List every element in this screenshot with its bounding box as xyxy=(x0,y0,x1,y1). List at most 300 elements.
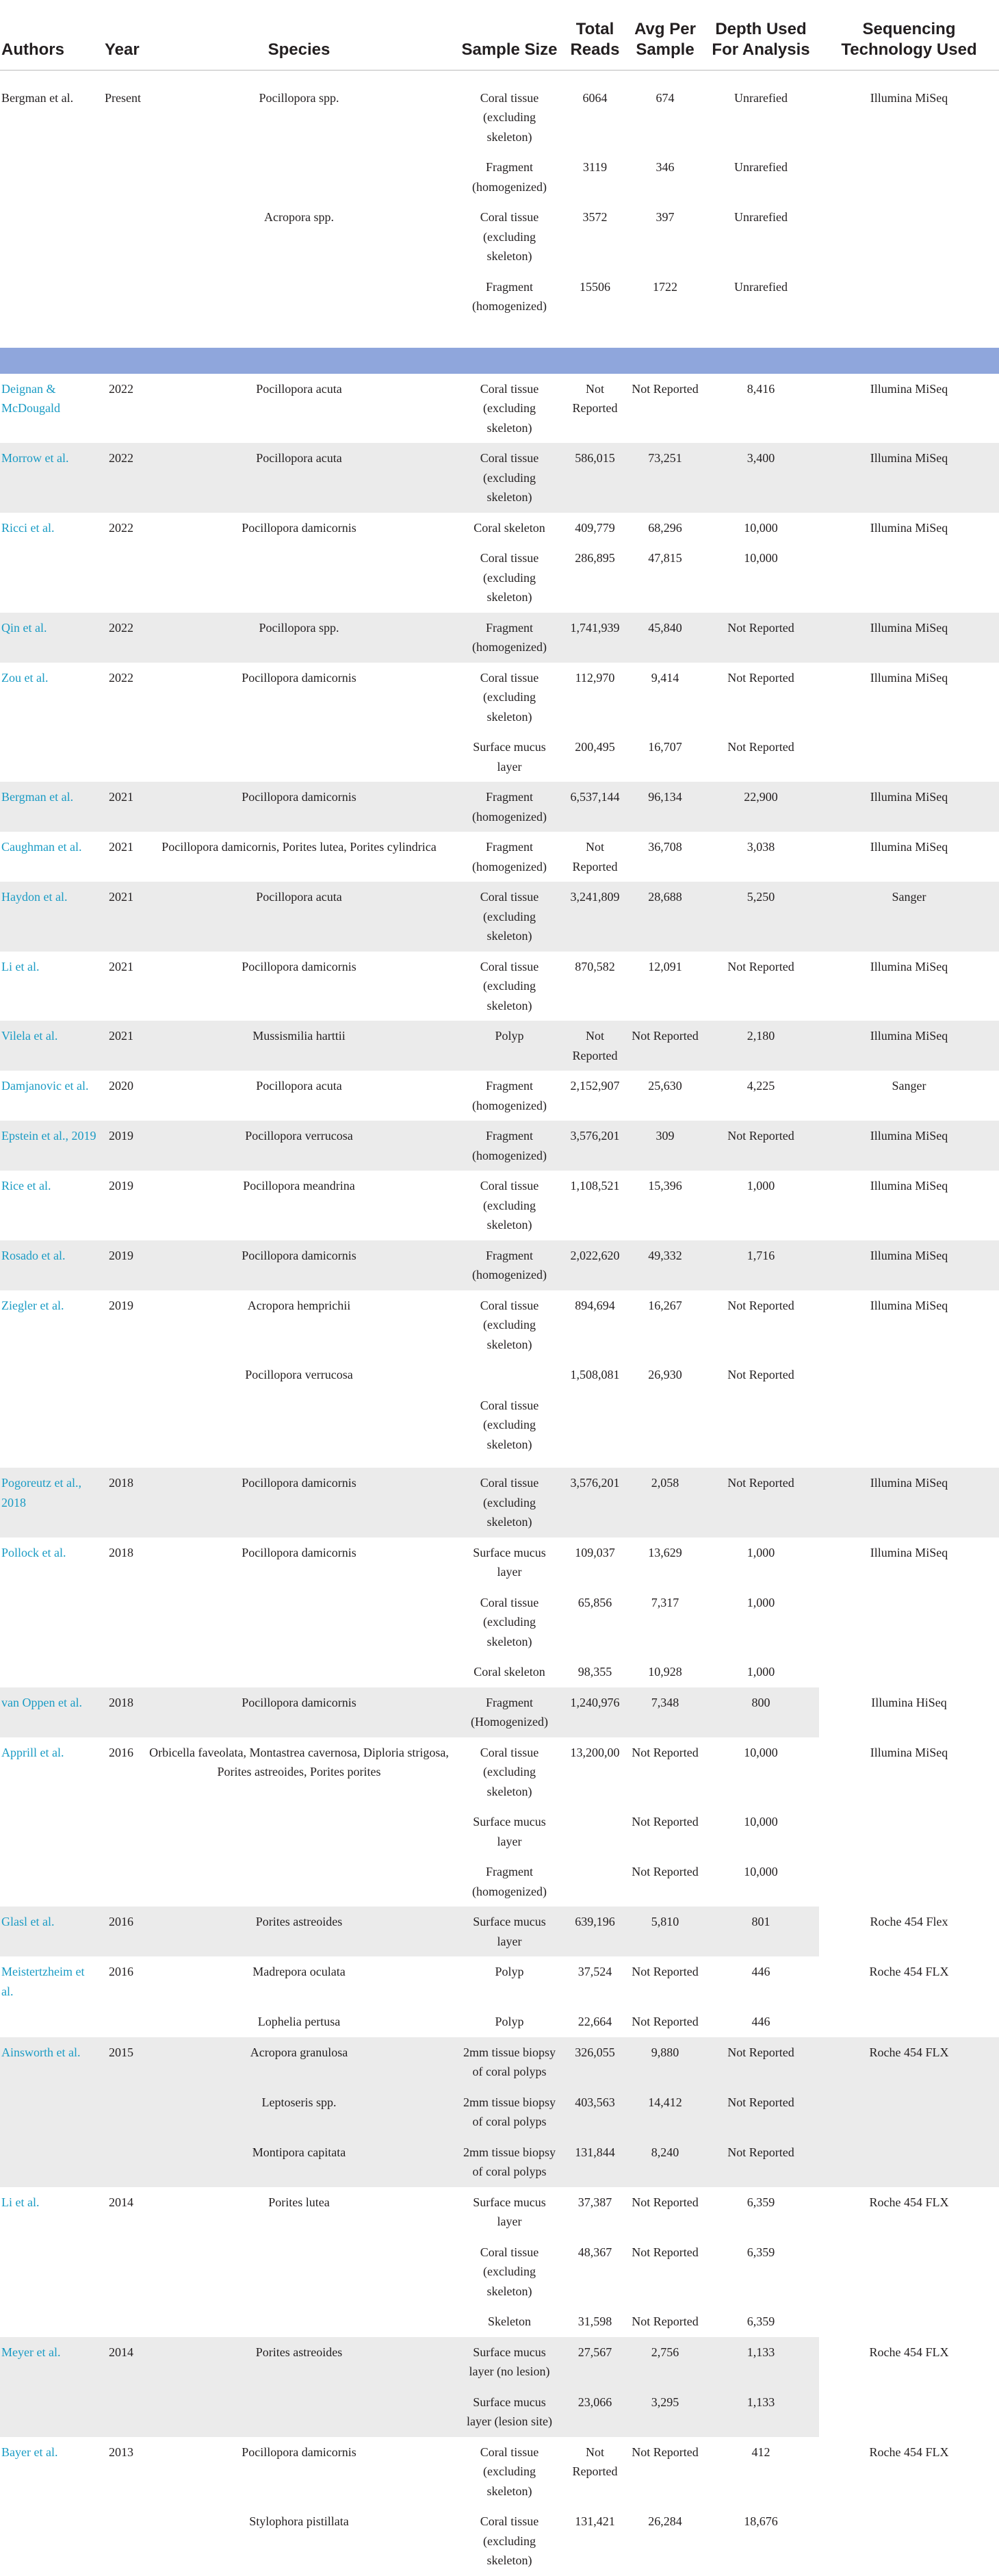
cell-species xyxy=(142,2387,456,2437)
cell-total-reads xyxy=(562,1857,627,1907)
cell-tech xyxy=(819,1390,999,1468)
cell-author[interactable]: Morrow et al. xyxy=(0,443,101,513)
cell-depth: 18,676 xyxy=(744,2514,778,2528)
cell-year: 2016 xyxy=(109,1745,133,1759)
table-row xyxy=(0,1737,999,1807)
cell-depth: 6,359 xyxy=(747,2245,775,2259)
cell-year: 2014 xyxy=(101,2337,142,2387)
cell-year xyxy=(101,2387,142,2437)
cell-sample-size: Fragment (homogenized) xyxy=(472,840,547,873)
cell-tech xyxy=(819,152,999,202)
cell-total-reads: 3119 xyxy=(582,160,608,174)
table-row xyxy=(0,70,999,152)
cell-species: Pocillopora verrucosa xyxy=(142,1121,456,1171)
cell-tech: Illumina MiSeq xyxy=(870,1298,948,1312)
cell-avg-per-sample: 2,058 xyxy=(627,1468,703,1538)
cell-year: 2018 xyxy=(101,1468,142,1538)
cell-total-reads: 326,055 xyxy=(562,2037,627,2087)
cell-avg-per-sample: 2,756 xyxy=(627,2337,703,2387)
cell-year: 2019 xyxy=(101,1121,142,1171)
table-row xyxy=(0,952,999,1021)
cell-total-reads xyxy=(562,1807,627,1857)
cell-avg-per-sample: 16,707 xyxy=(648,740,682,754)
cell-author xyxy=(0,2306,101,2337)
cell-species: Pocillopora damicornis xyxy=(242,1545,356,1559)
cell-sample-size xyxy=(456,1360,562,1390)
cell-avg-per-sample: 8,240 xyxy=(627,2137,703,2187)
cell-tech: Illumina MiSeq xyxy=(870,90,948,105)
table-row xyxy=(0,782,999,832)
table-row xyxy=(0,2387,999,2437)
cell-avg-per-sample: 9,414 xyxy=(651,670,679,685)
cell-total-reads: 131,421 xyxy=(575,2514,615,2528)
cell-total-reads: 15506 xyxy=(580,279,610,294)
cell-total-reads: Not Reported xyxy=(572,840,618,873)
cell-depth: Unrarefied xyxy=(734,90,788,105)
cell-avg-per-sample: 26,930 xyxy=(648,1368,682,1381)
cell-author[interactable]: Rosado et al. xyxy=(0,1240,101,1290)
cell-year: 2022 xyxy=(101,613,142,663)
cell-tech xyxy=(819,1657,999,1687)
cell-depth: Not Reported xyxy=(727,670,794,685)
cell-avg-per-sample: 12,091 xyxy=(648,959,682,973)
cell-tech xyxy=(819,732,999,782)
cell-species xyxy=(142,2306,456,2337)
cell-species: Acropora granulosa xyxy=(142,2037,456,2087)
cell-tech: Roche 454 FLX xyxy=(869,2445,949,2459)
cell-author[interactable]: Epstein et al., 2019 xyxy=(0,1121,101,1171)
cell-depth: 10,000 xyxy=(744,1745,778,1759)
table-row xyxy=(0,2187,999,2237)
cell-sample-size: Coral tissue (excluding skeleton) xyxy=(480,670,539,724)
cell-tech: Illumina MiSeq xyxy=(819,1468,999,1538)
cell-depth: 10,000 xyxy=(744,520,778,535)
cell-tech: Illumina MiSeq xyxy=(870,1745,948,1759)
cell-year xyxy=(101,2087,142,2137)
cell-author[interactable]: Glasl et al. xyxy=(0,1907,101,1956)
cell-year: 2022 xyxy=(109,670,133,685)
table-row xyxy=(0,1687,999,1737)
cell-tech xyxy=(819,2237,999,2307)
cell-species: Pocillopora damicornis, Porites lutea, Porites cylindrica xyxy=(161,840,437,854)
cell-sample-size: Surface mucus layer xyxy=(473,1815,546,1848)
table-row xyxy=(0,882,999,952)
cell-avg-per-sample: 9,880 xyxy=(627,2037,703,2087)
cell-avg-per-sample: 7,317 xyxy=(651,1595,679,1609)
cell-depth: 22,900 xyxy=(703,782,819,832)
cell-sample-size: Coral skeleton xyxy=(473,520,545,535)
cell-depth: Not Reported xyxy=(703,1468,819,1538)
cell-tech: Illumina MiSeq xyxy=(819,1240,999,1290)
cell-author[interactable]: Qin et al. xyxy=(0,613,101,663)
table-row xyxy=(0,2437,999,2507)
table-row xyxy=(0,1171,999,1240)
cell-tech xyxy=(819,2137,999,2187)
cell-year: 2022 xyxy=(109,520,133,535)
table-row xyxy=(0,1121,999,1171)
cell-species: Pocillopora damicornis xyxy=(242,959,356,973)
cell-sample-size: Coral tissue (excluding skeleton) xyxy=(480,2445,539,2498)
cell-sample-size: Coral tissue (excluding skeleton) xyxy=(480,551,539,604)
table-row xyxy=(0,1290,999,1360)
cell-author xyxy=(0,2506,101,2576)
cell-tech: Illumina MiSeq xyxy=(870,520,948,535)
cell-author[interactable]: Damjanovic et al. xyxy=(1,1079,89,1093)
cell-avg-per-sample: 16,267 xyxy=(648,1298,682,1312)
cell-avg-per-sample: Not Reported xyxy=(632,2195,699,2209)
cell-tech: Roche 454 FLX xyxy=(819,2037,999,2087)
table-row xyxy=(0,202,999,272)
cell-year xyxy=(101,1587,142,1657)
cell-author xyxy=(0,202,101,272)
cell-tech: Sanger xyxy=(819,882,999,952)
cell-depth: 10,000 xyxy=(744,1815,778,1828)
cell-total-reads: 31,598 xyxy=(578,2314,612,2328)
cell-author xyxy=(0,2137,101,2187)
cell-species xyxy=(142,272,456,348)
cell-sample-size: Fragment (Homogenized) xyxy=(456,1687,562,1737)
cell-total-reads: 1,741,939 xyxy=(562,613,627,663)
cell-tech xyxy=(819,1807,999,1857)
cell-tech: Roche 454 Flex xyxy=(819,1907,999,1956)
table-row xyxy=(0,1907,999,1956)
cell-year xyxy=(101,152,142,202)
table-row xyxy=(0,374,999,444)
cell-avg-per-sample xyxy=(627,1390,703,1468)
cell-author xyxy=(0,2006,101,2037)
cell-year: 2015 xyxy=(101,2037,142,2087)
table-row xyxy=(0,2337,999,2387)
cell-year: 2019 xyxy=(109,1298,133,1312)
cell-sample-size: Coral tissue (excluding skeleton) xyxy=(456,443,562,513)
cell-sample-size: Coral tissue (excluding skeleton) xyxy=(480,1595,539,1648)
table-row xyxy=(0,832,999,882)
cell-sample-size: Fragment (homogenized) xyxy=(456,1240,562,1290)
cell-depth: 1,000 xyxy=(747,1179,775,1193)
cell-author[interactable]: Pogoreutz et al., 2018 xyxy=(0,1468,101,1538)
cell-depth: 1,133 xyxy=(703,2337,819,2387)
cell-author[interactable]: Rice et al. xyxy=(1,1179,51,1193)
cell-total-reads: 3572 xyxy=(582,210,608,224)
table-row xyxy=(0,663,999,732)
cell-depth: 3,038 xyxy=(747,840,775,854)
cell-avg-per-sample: 15,396 xyxy=(648,1179,682,1193)
cell-depth: Unrarefied xyxy=(734,160,788,174)
cell-tech xyxy=(819,543,999,613)
cell-avg-per-sample: Not Reported xyxy=(632,1965,699,1978)
cell-total-reads: 6064 xyxy=(582,90,608,105)
cell-species: Pocillopora meandrina xyxy=(243,1179,355,1193)
cell-author xyxy=(0,1657,101,1687)
cell-author[interactable]: Li et al. xyxy=(1,2195,40,2209)
cell-sample-size: Coral tissue (excluding skeleton) xyxy=(480,959,539,1012)
cell-sample-size: Polyp xyxy=(495,1965,524,1978)
cell-avg-per-sample: 346 xyxy=(656,160,675,174)
cell-sample-size: Surface mucus layer xyxy=(473,740,546,774)
cell-species xyxy=(142,1657,456,1687)
cell-depth: Unrarefied xyxy=(734,210,788,224)
cell-depth: 2,180 xyxy=(703,1021,819,1071)
cell-year: 2022 xyxy=(101,443,142,513)
cell-sample-size: Fragment (homogenized) xyxy=(456,782,562,832)
cell-total-reads: 65,856 xyxy=(578,1595,612,1609)
header-tech: Sequencing Technology Used xyxy=(819,0,999,70)
cell-author[interactable]: Apprill et al. xyxy=(1,1745,64,1759)
cell-depth: 3,400 xyxy=(703,443,819,513)
cell-avg-per-sample: 674 xyxy=(656,90,675,105)
cell-sample-size: Coral tissue (excluding skeleton) xyxy=(480,2245,539,2298)
cell-sample-size: Coral tissue (excluding skeleton) xyxy=(456,1468,562,1538)
cell-author[interactable]: Bergman et al. xyxy=(0,782,101,832)
cell-author[interactable]: Ricci et al. xyxy=(1,520,55,535)
cell-total-reads: Not Reported xyxy=(562,1021,627,1071)
cell-author[interactable]: Meistertzheim et al. xyxy=(1,1965,85,1998)
cell-total-reads: 112,970 xyxy=(575,670,615,685)
cell-sample-size: Surface mucus layer xyxy=(456,1907,562,1956)
table-row xyxy=(0,2037,999,2087)
cell-year xyxy=(101,1657,142,1687)
cell-year xyxy=(101,1360,142,1390)
cell-author[interactable]: Deignan & McDougald xyxy=(1,381,60,415)
cell-species: Porites lutea xyxy=(268,2195,330,2209)
cell-depth: 800 xyxy=(703,1687,819,1737)
cell-sample-size: Fragment (homogenized) xyxy=(456,1121,562,1171)
cell-sample-size: Coral tissue (excluding skeleton) xyxy=(480,1298,539,1351)
cell-total-reads: Not Reported xyxy=(572,381,618,415)
cell-tech xyxy=(819,1587,999,1657)
cell-avg-per-sample: 14,412 xyxy=(627,2087,703,2137)
table-row xyxy=(0,1468,999,1538)
cell-depth: Not Reported xyxy=(727,1368,794,1381)
cell-species: Pocillopora acuta xyxy=(142,882,456,952)
cell-depth: 4,225 xyxy=(747,1079,775,1093)
cell-species: Orbicella faveolata, Montastrea cavernosa, Diploria strigosa, Porites astreoides, Porites porites xyxy=(149,1745,449,1778)
cell-species: Montipora capitata xyxy=(142,2137,456,2187)
cell-species: Pocillopora damicornis xyxy=(242,520,356,535)
cell-depth: Not Reported xyxy=(703,2037,819,2087)
table-row xyxy=(0,1956,999,2006)
cell-year: 2013 xyxy=(109,2445,133,2459)
cell-depth: Not Reported xyxy=(703,2087,819,2137)
cell-tech: Illumina MiSeq xyxy=(870,1545,948,1559)
cell-tech xyxy=(819,1360,999,1390)
cell-tech: Sanger xyxy=(892,1079,926,1093)
cell-tech xyxy=(819,2506,999,2576)
cell-tech xyxy=(819,2006,999,2037)
cell-year: 2016 xyxy=(101,1907,142,1956)
cell-author[interactable]: Vilela et al. xyxy=(0,1021,101,1071)
cell-total-reads: 37,387 xyxy=(578,2195,612,2209)
cell-avg-per-sample: 25,630 xyxy=(648,1079,682,1093)
cell-species: Acropora hemprichii xyxy=(247,1298,351,1312)
cell-total-reads: 22,664 xyxy=(578,2015,612,2028)
cell-species xyxy=(142,1807,456,1857)
cell-author[interactable]: Ziegler et al. xyxy=(1,1298,64,1312)
cell-total-reads: 3,576,201 xyxy=(562,1468,627,1538)
cell-species: Pocillopora spp. xyxy=(142,613,456,663)
cell-species: Leptoseris spp. xyxy=(142,2087,456,2137)
cell-year: 2021 xyxy=(101,882,142,952)
cell-year xyxy=(101,2306,142,2337)
cell-depth: 6,359 xyxy=(747,2195,775,2209)
cell-sample-size: Surface mucus layer xyxy=(473,1545,546,1579)
cell-depth: Not Reported xyxy=(727,1298,794,1312)
cell-species: Pocillopora spp. xyxy=(259,90,339,105)
cell-tech xyxy=(819,272,999,348)
cell-total-reads: 2,022,620 xyxy=(562,1240,627,1290)
cell-author xyxy=(0,272,101,348)
cell-sample-size: Polyp xyxy=(456,1021,562,1071)
cell-author[interactable]: van Oppen et al. xyxy=(0,1687,101,1737)
cell-species: Pocillopora damicornis xyxy=(142,782,456,832)
cell-total-reads xyxy=(562,1390,627,1468)
cell-depth: Not Reported xyxy=(703,613,819,663)
cell-total-reads: 639,196 xyxy=(562,1907,627,1956)
table-row xyxy=(0,1360,999,1390)
cell-sample-size: Coral tissue (excluding skeleton) xyxy=(480,210,539,263)
table-body xyxy=(0,70,999,2576)
header-species: Species xyxy=(142,0,456,70)
cell-sample-size: Coral tissue (excluding skeleton) xyxy=(480,1745,539,1798)
cell-sample-size: Fragment (homogenized) xyxy=(456,613,562,663)
table-row xyxy=(0,1240,999,1290)
cell-author xyxy=(0,2237,101,2307)
cell-author[interactable]: Caughman et al. xyxy=(1,840,82,854)
cell-author[interactable]: Ainsworth et al. xyxy=(0,2037,101,2087)
cell-depth: 8,416 xyxy=(747,381,775,396)
cell-avg-per-sample: 3,295 xyxy=(627,2387,703,2437)
cell-tech: Illumina MiSeq xyxy=(819,1021,999,1071)
cell-author xyxy=(0,1857,101,1907)
cell-year: 2019 xyxy=(101,1240,142,1290)
table-row xyxy=(0,1857,999,1907)
cell-year: 2016 xyxy=(109,1965,133,1978)
cell-depth: 1,000 xyxy=(747,1595,775,1609)
cell-total-reads: 6,537,144 xyxy=(562,782,627,832)
cell-depth: 10,000 xyxy=(744,1865,778,1878)
cell-author[interactable]: Li et al. xyxy=(1,959,40,973)
cell-avg-per-sample: Not Reported xyxy=(632,1865,699,1878)
cell-author[interactable]: Meyer et al. xyxy=(0,2337,101,2387)
table-row xyxy=(0,2506,999,2576)
table-row xyxy=(0,1657,999,1687)
table-row xyxy=(0,1021,999,1071)
cell-depth: Not Reported xyxy=(703,1121,819,1171)
cell-depth: 5,250 xyxy=(703,882,819,952)
cell-avg-per-sample: 10,928 xyxy=(648,1665,682,1679)
cell-species: Pocillopora acuta xyxy=(256,381,342,396)
table-row xyxy=(0,732,999,782)
cell-species: Porites astreoides xyxy=(142,1907,456,1956)
cell-species: Porites astreoides xyxy=(142,2337,456,2387)
cell-tech: Roche 454 FLX xyxy=(819,2337,999,2387)
cell-year xyxy=(101,202,142,272)
cell-sample-size: 2mm tissue biopsy of coral polyps xyxy=(456,2137,562,2187)
cell-avg-per-sample: 1722 xyxy=(653,279,677,294)
cell-species: Pocillopora damicornis xyxy=(142,1468,456,1538)
cell-sample-size: 2mm tissue biopsy of coral polyps xyxy=(456,2087,562,2137)
cell-avg-per-sample: 36,708 xyxy=(648,840,682,854)
cell-year: 2022 xyxy=(109,381,133,396)
cell-species: Lophelia pertusa xyxy=(257,2015,341,2028)
cell-total-reads: 13,200,00 xyxy=(570,1745,620,1759)
cell-author[interactable]: Pollock et al. xyxy=(1,1545,66,1559)
cell-author[interactable]: Bayer et al. xyxy=(1,2445,58,2459)
cell-sample-size: Coral tissue (excluding skeleton) xyxy=(480,381,539,435)
cell-depth: 1,133 xyxy=(703,2387,819,2437)
cell-tech: Illumina MiSeq xyxy=(870,381,948,396)
cell-author xyxy=(0,1390,101,1468)
cell-species xyxy=(142,2237,456,2307)
cell-total-reads: 3,576,201 xyxy=(562,1121,627,1171)
cell-year xyxy=(101,2237,142,2307)
cell-year: 2020 xyxy=(109,1079,133,1093)
cell-depth: 1,000 xyxy=(747,1545,775,1559)
cell-depth: Unrarefied xyxy=(734,279,788,294)
cell-tech: Illumina MiSeq xyxy=(819,613,999,663)
cell-year xyxy=(101,2506,142,2576)
table-row xyxy=(0,2306,999,2337)
cell-species: Pocillopora acuta xyxy=(142,443,456,513)
cell-tech: Roche 454 FLX xyxy=(869,2195,949,2209)
cell-species xyxy=(142,152,456,202)
cell-sample-size: Fragment (homogenized) xyxy=(472,160,547,194)
cell-sample-size: Surface mucus layer xyxy=(473,2195,546,2228)
cell-year: 2019 xyxy=(109,1179,133,1193)
cell-author[interactable]: Zou et al. xyxy=(1,670,49,685)
cell-author[interactable]: Haydon et al. xyxy=(0,882,101,952)
cell-total-reads: 37,524 xyxy=(578,1965,612,1978)
cell-total-reads: 870,582 xyxy=(575,959,615,973)
cell-avg-per-sample: 13,629 xyxy=(648,1545,682,1559)
cell-author xyxy=(0,732,101,782)
cell-depth xyxy=(703,1390,819,1468)
table-row xyxy=(0,1390,999,1468)
cell-species xyxy=(142,732,456,782)
cell-tech: Illumina MiSeq xyxy=(870,959,948,973)
cell-depth: 801 xyxy=(703,1907,819,1956)
cell-avg-per-sample: 47,815 xyxy=(648,551,682,565)
cell-sample-size: Fragment (homogenized) xyxy=(472,1079,547,1112)
cell-sample-size: Coral tissue (excluding skeleton) xyxy=(480,1179,539,1232)
header-year: Year xyxy=(101,0,142,70)
cell-tech: Illumina HiSeq xyxy=(819,1687,999,1737)
cell-species: Mussismilia harttii xyxy=(142,1021,456,1071)
cell-total-reads: 131,844 xyxy=(562,2137,627,2187)
cell-tech: Illumina MiSeq xyxy=(870,1179,948,1193)
cell-avg-per-sample: 28,688 xyxy=(627,882,703,952)
table-row xyxy=(0,1538,999,1587)
cell-avg-per-sample: Not Reported xyxy=(632,2245,699,2259)
cell-species xyxy=(142,1857,456,1907)
cell-author xyxy=(0,1360,101,1390)
cell-species: Madrepora oculata xyxy=(252,1965,346,1978)
cell-avg-per-sample: 397 xyxy=(656,210,675,224)
cell-total-reads: 286,895 xyxy=(575,551,615,565)
table-row xyxy=(0,152,999,202)
cell-avg-per-sample: 26,284 xyxy=(648,2514,682,2528)
cell-year: 2021 xyxy=(109,840,133,854)
cell-year xyxy=(101,2006,142,2037)
cell-tech: Illumina MiSeq xyxy=(870,670,948,685)
cell-avg-per-sample: 5,810 xyxy=(627,1907,703,1956)
table-row xyxy=(0,543,999,613)
cell-sample-size: Polyp xyxy=(495,2015,524,2028)
cell-species: Acropora spp. xyxy=(264,210,334,224)
cell-sample-size: Fragment (homogenized) xyxy=(472,1865,547,1898)
cell-avg-per-sample: 7,348 xyxy=(627,1687,703,1737)
cell-author xyxy=(0,2387,101,2437)
